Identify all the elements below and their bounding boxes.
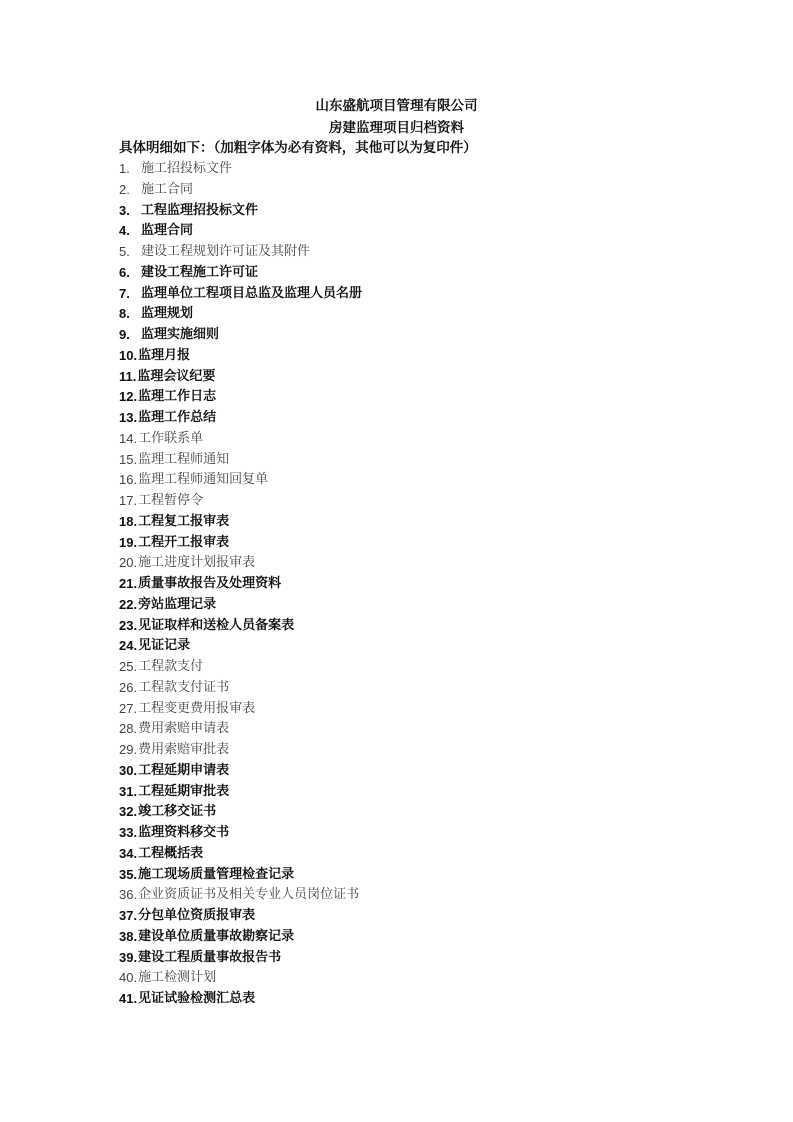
item-text: 费用索赔审批表 xyxy=(138,742,230,757)
item-number: 18. xyxy=(119,513,138,529)
item-text: 工程延期申请表 xyxy=(138,762,230,778)
item-text: 工程款支付证书 xyxy=(138,679,230,695)
item-number: 16. xyxy=(119,472,138,488)
item-number: 29. xyxy=(119,742,138,757)
item-text: 竣工移交证书 xyxy=(138,804,217,820)
document-subtitle: 房建监理项目归档资料 xyxy=(329,120,464,136)
item-number: 8. xyxy=(119,306,130,322)
item-text: 监理会议纪要 xyxy=(137,368,216,384)
item-text: 企业资质证书及相关专业人员岗位证书 xyxy=(138,887,360,903)
item-number: 35. xyxy=(119,866,138,882)
item-number: 10. xyxy=(119,347,138,363)
item-text: 工程监理招投标文件 xyxy=(141,202,259,218)
item-text: 工程开工报审表 xyxy=(138,534,230,550)
list-item xyxy=(119,367,362,388)
list-item xyxy=(119,346,362,367)
item-number: 36. xyxy=(119,887,138,903)
list-item xyxy=(119,201,362,222)
list-item xyxy=(119,450,362,471)
list-item xyxy=(119,491,362,512)
list-item xyxy=(119,180,362,201)
item-number: 2. xyxy=(119,181,130,197)
list-item xyxy=(119,968,362,989)
item-text: 建设工程质量事故报告书 xyxy=(138,949,282,965)
item-text: 见证记录 xyxy=(138,638,191,654)
list-item xyxy=(119,636,362,657)
item-text: 监理合同 xyxy=(141,223,194,239)
item-text: 费用索赔申请表 xyxy=(138,721,230,737)
list-item xyxy=(119,263,362,284)
list-item xyxy=(119,159,362,180)
item-text: 施工招投标文件 xyxy=(141,161,233,176)
item-text: 施工进度计划报审表 xyxy=(138,555,256,571)
list-item xyxy=(119,927,362,948)
item-text: 质量事故报告及处理资料 xyxy=(138,576,282,591)
item-number: 30. xyxy=(119,762,138,778)
item-number: 41. xyxy=(119,991,138,1006)
item-number: 3. xyxy=(119,202,130,218)
item-text: 见证试验检测汇总表 xyxy=(138,991,256,1006)
list-item xyxy=(119,719,362,740)
item-text: 工程延期审批表 xyxy=(138,783,230,799)
item-number: 37. xyxy=(119,908,138,923)
item-number: 22. xyxy=(119,596,138,612)
list-item xyxy=(119,284,362,305)
item-number: 31. xyxy=(119,783,138,799)
item-number: 1. xyxy=(119,161,130,176)
item-number: 4. xyxy=(119,223,130,239)
item-text: 监理工程师通知 xyxy=(138,451,230,467)
list-item xyxy=(119,885,362,906)
item-text: 监理工作日志 xyxy=(138,389,217,405)
intro-text: 具体明细如下：（加粗字体为必有资料，其他可以为复印件） xyxy=(119,140,477,156)
item-number: 17. xyxy=(119,493,138,508)
company-title: 山东盛航项目管理有限公司 xyxy=(315,98,478,114)
item-text: 建设单位质量事故勘察记录 xyxy=(138,928,295,944)
list-item xyxy=(119,989,362,1010)
item-number: 9. xyxy=(119,327,130,342)
list-item xyxy=(119,470,362,491)
list-item xyxy=(119,678,362,699)
item-text: 监理单位工程项目总监及监理人员名册 xyxy=(141,285,363,301)
item-number: 11. xyxy=(119,368,137,384)
item-number: 38. xyxy=(119,928,138,944)
list-item xyxy=(119,657,362,678)
item-number: 27. xyxy=(119,700,138,716)
list-item xyxy=(119,699,362,720)
list-item xyxy=(119,533,362,554)
item-text: 工程概括表 xyxy=(138,845,204,861)
item-number: 6. xyxy=(119,264,130,280)
item-number: 21. xyxy=(119,576,138,591)
list-item xyxy=(119,595,362,616)
item-text: 见证取样和送检人员备案表 xyxy=(138,617,295,633)
item-text: 工程复工报审表 xyxy=(138,513,230,529)
list-item xyxy=(119,616,362,637)
item-text: 建设工程规划许可证及其附件 xyxy=(141,244,311,259)
item-number: 28. xyxy=(119,721,138,737)
item-number: 13. xyxy=(119,410,138,425)
item-number: 26. xyxy=(119,679,138,695)
item-number: 20. xyxy=(119,555,138,571)
item-number: 39. xyxy=(119,949,138,965)
item-text: 监理工作总结 xyxy=(138,410,217,425)
list-item xyxy=(119,782,362,803)
list-item xyxy=(119,948,362,969)
item-number: 15. xyxy=(119,451,138,467)
item-text: 施工现场质量管理检查记录 xyxy=(138,866,295,882)
item-text: 监理实施细则 xyxy=(141,327,220,342)
list-item xyxy=(119,429,362,450)
item-number: 32. xyxy=(119,804,138,820)
list-item xyxy=(119,906,362,927)
list-item xyxy=(119,242,362,263)
item-text: 工程暂停令 xyxy=(138,493,204,508)
list-item xyxy=(119,512,362,533)
list-item xyxy=(119,553,362,574)
item-number: 34. xyxy=(119,845,138,861)
list-item xyxy=(119,823,362,844)
item-text: 监理资料移交书 xyxy=(138,825,230,840)
item-number: 23. xyxy=(119,617,138,633)
item-number: 25. xyxy=(119,659,138,674)
item-text: 分包单位资质报审表 xyxy=(138,908,256,923)
item-number: 24. xyxy=(119,638,138,654)
item-text: 旁站监理记录 xyxy=(138,596,217,612)
item-number: 7. xyxy=(119,285,130,301)
list-item xyxy=(119,740,362,761)
list-item xyxy=(119,844,362,865)
list-item xyxy=(119,574,362,595)
archive-item-list xyxy=(119,159,362,1010)
item-number: 19. xyxy=(119,534,138,550)
list-item xyxy=(119,802,362,823)
list-item xyxy=(119,408,362,429)
item-number: 5. xyxy=(119,244,130,259)
item-number: 12. xyxy=(119,389,138,405)
item-number: 40. xyxy=(119,970,138,986)
list-item xyxy=(119,304,362,325)
item-text: 工程款支付 xyxy=(138,659,204,674)
item-text: 监理工程师通知回复单 xyxy=(138,472,269,488)
item-number: 33. xyxy=(119,825,138,840)
item-text: 工程变更费用报审表 xyxy=(138,700,256,716)
item-text: 工作联系单 xyxy=(138,430,204,446)
list-item xyxy=(119,865,362,886)
item-text: 施工检测计划 xyxy=(138,970,217,986)
item-text: 监理规划 xyxy=(141,306,194,322)
item-text: 施工合同 xyxy=(141,181,194,197)
list-item xyxy=(119,325,362,346)
item-text: 监理月报 xyxy=(138,347,191,363)
list-item xyxy=(119,387,362,408)
list-item xyxy=(119,761,362,782)
item-text: 建设工程施工许可证 xyxy=(141,264,259,280)
list-item xyxy=(119,221,362,242)
item-number: 14. xyxy=(119,430,138,446)
